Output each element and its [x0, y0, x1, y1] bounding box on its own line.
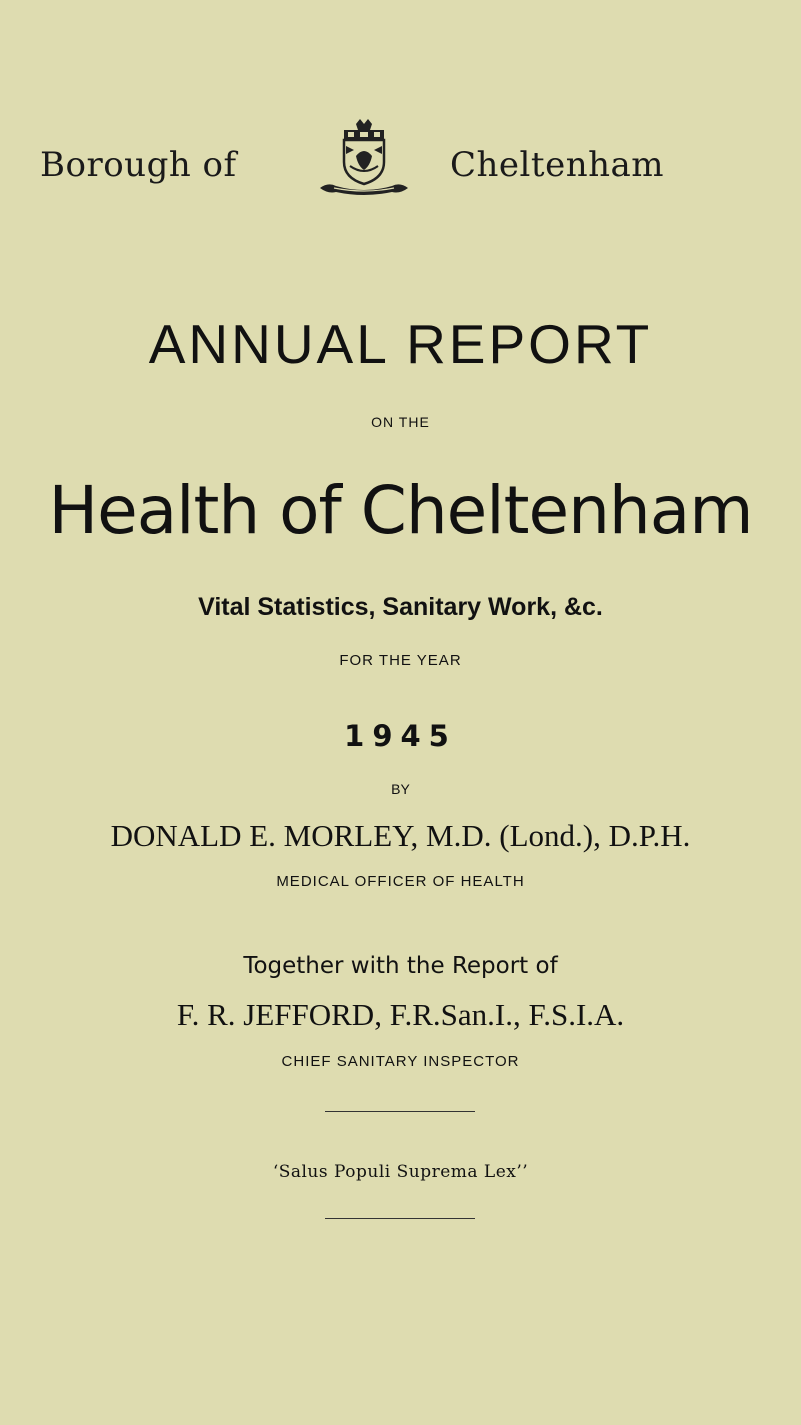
- inspector-name: F. R. JEFFORD, F.R.San.I., F.S.I.A.: [176, 997, 625, 1032]
- report-year: 1945: [344, 719, 457, 753]
- motto: ‘Salus Populi Suprema Lex’’: [272, 1162, 529, 1182]
- divider-bottom: [325, 1218, 475, 1219]
- inspector-role: CHIEF SANITARY INSPECTOR: [281, 1053, 520, 1070]
- for-the-year-label: FOR THE YEAR: [339, 652, 462, 669]
- author-role: MEDICAL OFFICER OF HEALTH: [276, 873, 525, 890]
- on-the-label: ON THE: [371, 414, 430, 430]
- report-title: ANNUAL REPORT: [148, 313, 653, 375]
- by-label: BY: [391, 781, 410, 797]
- borough-crest-icon: [310, 118, 418, 198]
- header-borough: Borough of: [40, 145, 237, 185]
- report-subtitle: Vital Statistics, Sanitary Work, &c.: [198, 593, 603, 621]
- divider-top: [325, 1111, 475, 1112]
- together-with-label: Together with the Report of: [243, 953, 558, 979]
- header-cheltenham: Cheltenham: [450, 145, 664, 185]
- author-name: DONALD E. MORLEY, M.D. (Lond.), D.P.H.: [110, 818, 691, 853]
- report-subject: Health of Cheltenham: [48, 472, 753, 549]
